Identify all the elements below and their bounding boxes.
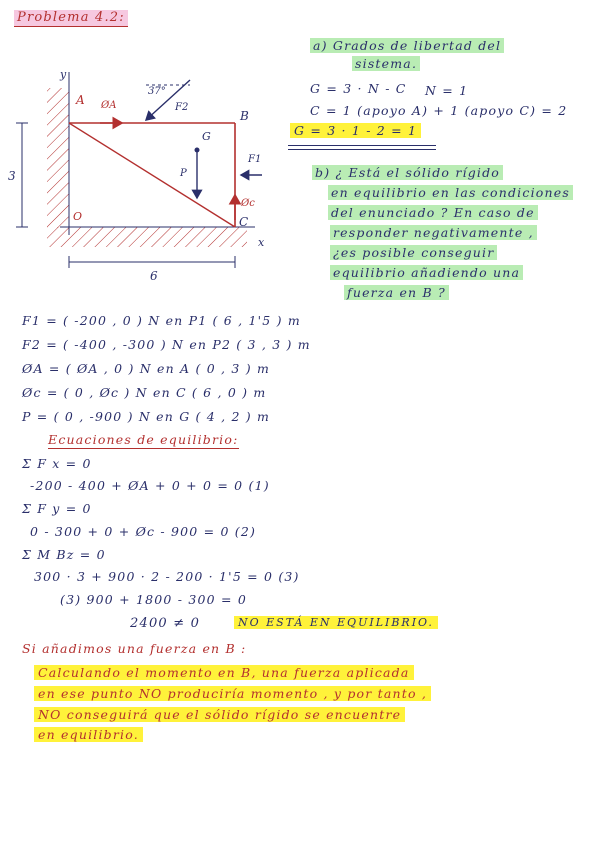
label-f1: F1 (248, 154, 262, 165)
part-b-line2: en equilibrio en las condiciones (328, 185, 573, 200)
sum-fy: Σ F y = 0 (22, 501, 92, 516)
force-f2: F2 = ( -400 , -300 ) N en P2 ( 3 , 3 ) m (22, 337, 311, 352)
part-b-line7: fuerza en B ? (344, 285, 449, 300)
sum-mb: Σ M Bz = 0 (22, 547, 106, 562)
part-a-line1: a) Grados de libertad del (310, 38, 504, 53)
part-a-line3: G = 3 · N - C (310, 81, 407, 96)
structure-diagram (0, 70, 290, 280)
label-f2: F2 (175, 102, 189, 113)
conclusion-intro: Si añadimos una fuerza en B : (22, 641, 247, 656)
label-phiA: ØA (101, 100, 117, 111)
force-f1: F1 = ( -200 , 0 ) N en P1 ( 6 , 1'5 ) m (22, 313, 301, 328)
part-b-line5: ¿es posible conseguir (330, 245, 497, 260)
equation-result: 2400 ≠ 0 (130, 616, 201, 631)
label-a: A (76, 93, 85, 107)
part-a-result: G = 3 · 1 - 2 = 1 (290, 123, 421, 138)
equation-2: 0 - 300 + 0 + Øc - 900 = 0 (2) (30, 524, 257, 539)
part-b-line4: responder negativamente , (330, 225, 537, 240)
part-b-line1: b) ¿ Está el sólido rígido (312, 165, 503, 180)
part-a-line3b: N = 1 (425, 83, 469, 98)
label-b: B (240, 109, 249, 123)
not-equilibrium-label: NO ESTÁ EN EQUILIBRIO. (234, 616, 438, 629)
label-p: P (180, 168, 187, 179)
g-point (195, 148, 200, 153)
part-b-line3: del enunciado ? En caso de (328, 205, 538, 220)
y-axis-label: y (60, 70, 67, 81)
part-a-line2: sistema. (352, 56, 420, 71)
conclusion-line4: en equilibrio. (34, 727, 143, 742)
force-phiC: Øc = ( 0 , Øc ) N en C ( 6 , 0 ) m (22, 385, 267, 400)
label-g: G (202, 130, 211, 143)
label-angle: 37° (148, 86, 166, 97)
equation-3b: (3) 900 + 1800 - 300 = 0 (60, 592, 247, 607)
ground-hatch (47, 227, 247, 247)
part-a-line4: C = 1 (apoyo A) + 1 (apoyo C) = 2 (310, 103, 568, 118)
problem-title: Problema 4.2: (14, 10, 128, 25)
force-phiA: ØA = ( ØA , 0 ) N en A ( 0 , 3 ) m (22, 361, 271, 376)
label-phiC: Øc (241, 198, 255, 209)
label-o: O (73, 210, 83, 223)
label-c: C (239, 215, 249, 229)
equations-heading: Ecuaciones de equilibrio: (48, 432, 239, 447)
force-p: P = ( 0 , -900 ) N en G ( 4 , 2 ) m (22, 409, 271, 424)
divider-a2 (288, 149, 436, 150)
left-wall-hatch (47, 88, 69, 228)
divider-a (288, 145, 436, 146)
equation-1: -200 - 400 + ØA + 0 + 0 = 0 (1) (30, 478, 270, 493)
x-axis-label: x (258, 236, 265, 249)
conclusion-line3: NO conseguirá que el sólido rígido se encuentre (34, 707, 405, 722)
label-width: 6 (150, 269, 158, 280)
part-b-line6: equilibrio añadiendo una (330, 265, 523, 280)
conclusion-line1: Calculando el momento en B, una fuerza aplicada (34, 665, 414, 680)
sum-fx: Σ F x = 0 (22, 456, 92, 471)
equation-3: 300 · 3 + 900 · 2 - 200 · 1'5 = 0 (3) (34, 569, 300, 584)
conclusion-line2: en ese punto NO produciría momento , y por tanto , (34, 686, 431, 701)
label-height: 3 (8, 169, 16, 183)
